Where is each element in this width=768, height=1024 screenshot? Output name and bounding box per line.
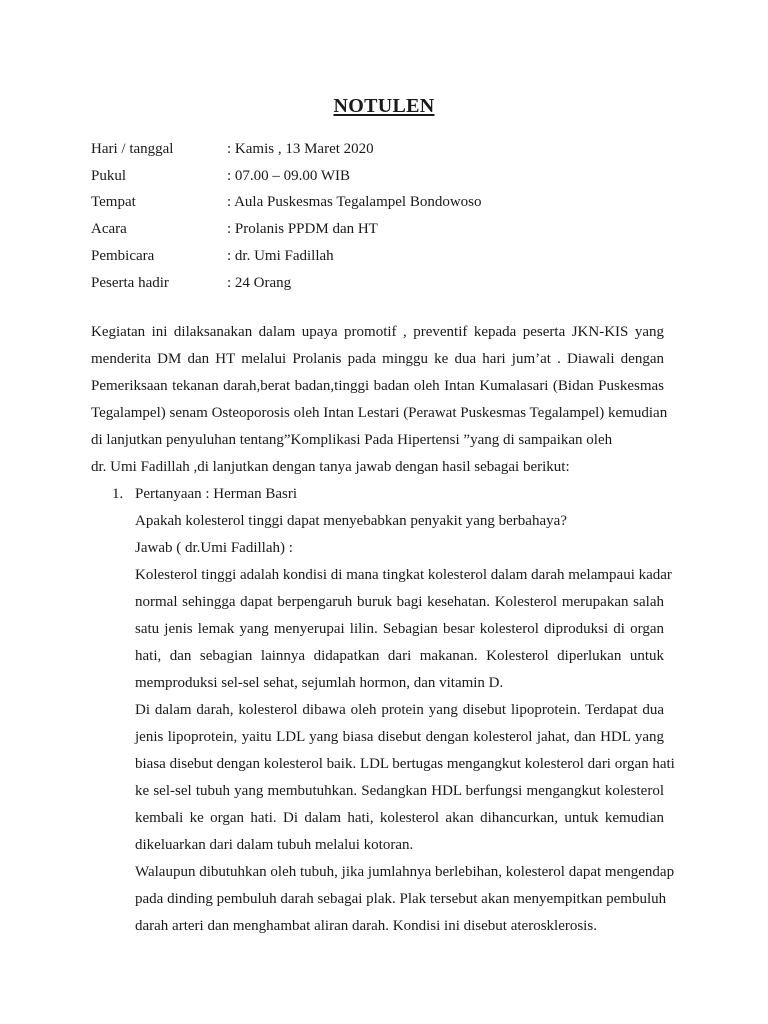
meta-label: Peserta hadir	[91, 274, 169, 291]
answer-line: biasa disebut dengan kolesterol baik. LDL bertugas mengangkut kolesterol dari organ hati	[135, 756, 675, 772]
meta-row-event	[91, 216, 691, 243]
meta-value: : Kamis , 13 Maret 2020	[227, 140, 374, 157]
answer-line: jenis lipoprotein, yaitu LDL yang biasa disebut dengan kolesterol jahat, dan HDL yang	[135, 729, 664, 745]
intro-paragraph	[91, 319, 668, 481]
qa-item-header	[91, 481, 691, 508]
meta-row-speaker	[91, 243, 691, 270]
meta-label: Pukul	[91, 167, 127, 184]
answer-line: ke sel-sel tubuh yang membutuhkan. Sedangkan HDL berfungsi mengangkut kolesterol	[135, 783, 664, 799]
meta-label: Hari / tanggal	[91, 140, 174, 157]
qa-list	[91, 481, 691, 934]
answer-line: darah arteri dan menghambat aliran darah. Kondisi ini disebut aterosklerosis.	[135, 918, 597, 934]
document-title: NOTULEN	[333, 95, 435, 117]
answer-header: Jawab ( dr.Umi Fadillah) :	[135, 540, 293, 556]
intro-line: menderita DM dan HT melalui Prolanis pada minggu ke dua hari jum’at . Diawali dengan	[91, 351, 664, 367]
answer-paragraph	[135, 697, 675, 859]
meta-value: : dr. Umi Fadillah	[227, 248, 334, 265]
answer-line: hati, dan sebagian lainnya didapatkan dari makanan. Kolesterol diperlukan untuk	[135, 648, 664, 664]
meta-label: Acara	[91, 221, 127, 238]
meta-label: Pembicara	[91, 248, 155, 265]
answer-line: Walaupun dibutuhkan oleh tubuh, jika jumlahnya berlebihan, kolesterol dapat mengendap	[135, 864, 675, 880]
answer-line: Kolesterol tinggi adalah kondisi di mana tingkat kolesterol dalam darah melampaui kadar	[135, 567, 672, 583]
meta-row-attendees	[91, 270, 691, 297]
answer-line: Di dalam darah, kolesterol dibawa oleh protein yang disebut lipoprotein. Terdapat dua	[135, 702, 664, 718]
intro-line: di lanjutkan penyuluhan tentang”Komplikasi Pada Hipertensi ”yang di sampaikan oleh	[91, 432, 613, 448]
answer-paragraph	[135, 859, 675, 940]
meta-value: : 24 Orang	[227, 274, 292, 291]
qa-item-body	[135, 508, 675, 940]
intro-line: dr. Umi Fadillah ,di lanjutkan dengan tanya jawab dengan hasil sebagai berikut:	[91, 459, 570, 475]
meta-row-place	[91, 190, 691, 217]
answer-line: satu jenis lemak yang menyerupai lilin. Sebagian besar kolesterol diproduksi di organ	[135, 621, 664, 637]
question-asker: Pertanyaan : Herman Basri	[135, 486, 298, 502]
qa-item-number: 1.	[112, 486, 124, 502]
answer-line: normal sehingga dapat berpengaruh buruk bagi kesehatan. Kolesterol merupakan salah	[135, 594, 664, 610]
meta-label: Tempat	[91, 194, 136, 211]
answer-line: kembali ke organ hati. Di dalam hati, kolesterol akan dihancurkan, untuk kemudian	[135, 810, 664, 826]
meta-value: : 07.00 – 09.00 WIB	[227, 167, 351, 184]
meeting-details	[91, 136, 691, 297]
meta-value: : Aula Puskesmas Tegalampel Bondowoso	[227, 194, 482, 211]
meta-row-date	[91, 136, 691, 163]
intro-line: Tegalampel) senam Osteoporosis oleh Intan Lestari (Perawat Puskesmas Tegalampel) kemudian	[91, 405, 668, 421]
answer-paragraph	[135, 562, 672, 697]
meta-value: : Prolanis PPDM dan HT	[227, 221, 378, 238]
meta-row-time	[91, 163, 691, 190]
answer-line: pada dinding pembuluh darah sebagai plak. Plak tersebut akan menyempitkan pembuluh	[135, 891, 667, 907]
question-text: Apakah kolesterol tinggi dapat menyebabkan penyakit yang berbahaya?	[135, 513, 567, 529]
answer-line: memproduksi sel-sel sehat, sejumlah hormon, dan vitamin D.	[135, 675, 504, 691]
intro-line: Pemeriksaan tekanan darah,berat badan,tinggi badan oleh Intan Kumalasari (Bidan Puskesmas	[91, 378, 664, 394]
intro-line: Kegiatan ini dilaksanakan dalam upaya promotif , preventif kepada peserta JKN-KIS yang	[91, 324, 664, 340]
answer-line: dikeluarkan dari dalam tubuh melalui kotoran.	[135, 837, 414, 853]
